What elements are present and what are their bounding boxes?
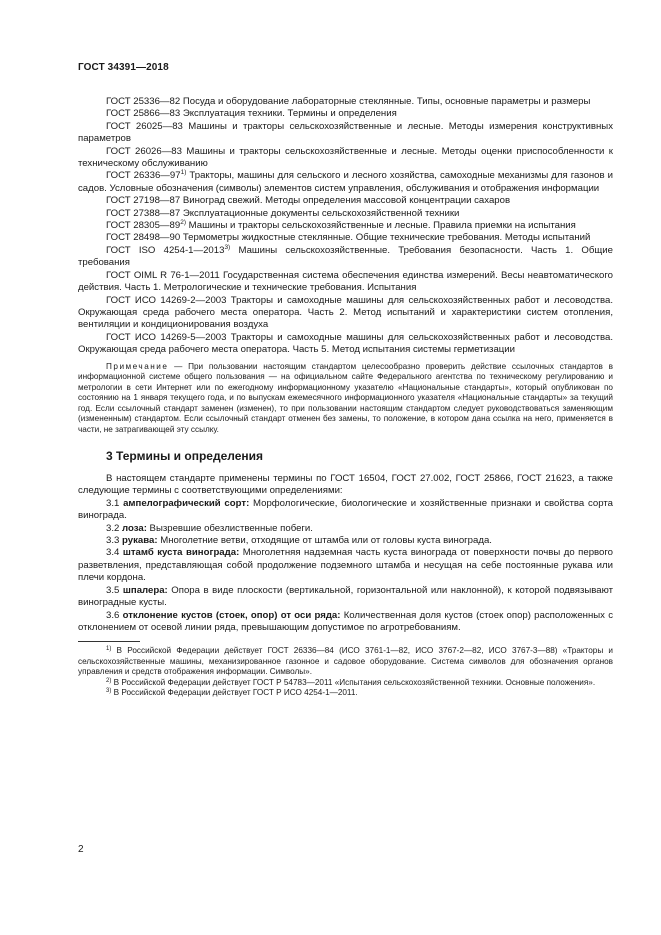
document-header: ГОСТ 34391—2018 — [78, 62, 169, 73]
term-number: 3.3 — [106, 535, 123, 547]
term-text: Количественная доля кустов (стоек опор) расположенных с отклонением от осевой линии ряда, превышающим допустимое по агротребованиям. — [78, 609, 613, 633]
reference-code: ГОСТ ISO 4254-1—2013 — [106, 244, 225, 256]
reference-item: ГОСТ 28498—90 Термометры жидкостные стеклянные. Общие технические требования. Методы испытаний — [106, 232, 591, 244]
term-text: Опора в виде плоскости (вертикальной, горизонтальной или наклонной), к которой подвязывают виноградные кусты. — [78, 584, 613, 609]
footnote-text: В Российской Федерации действует ГОСТ Р ИСО 4254-1—2011. — [111, 688, 358, 698]
term-definition — [78, 498, 613, 523]
footnotes — [78, 641, 613, 699]
reference-title: Машины и тракторы сельскохозяйственные и лесные. Правила приемки на испытания — [185, 220, 576, 232]
term-number: 3.2 — [106, 522, 123, 534]
reference-item: ГОСТ OIML R 76-1—2011 Государственная система обеспечения единства измерений. Весы неавтоматического действия. Часть 1. Метрологические и технические требования. Испытания — [78, 269, 613, 294]
note-text: — При пользовании настоящим стандартом целесообразно проверить действие ссылочных стандартов в информационной системе общего пользования — на официальном сайте Федерального агентства по техническому регулированию и метрологии в сети Интернет или по ежегодному информационному указателю «Национальные стандарты», который опубликован по состоянию на 1 января текущего года, и по выпускам ежемесячного информационного указателя «Национальные стандарты» за текущий год. Если ссылочный стандарт заменен (изменен), то при пользовании настоящим стандартом следует руководствоваться заменяющим (измененным) стандартом. Если ссылочный стандарт отменен без замены, то положение, в котором дана ссылка на него, применяется в части, не затрагивающей эту ссылку. — [78, 361, 613, 434]
footnote-mark: 2) — [106, 677, 112, 684]
footnote — [78, 678, 613, 689]
term-name: шпалера: — [122, 584, 168, 596]
term-text: Вызревшие обезлиственные побеги. — [146, 522, 313, 534]
note-label: Примечание — [106, 361, 169, 371]
reference-item: ГОСТ ИСО 14269-2—2003 Тракторы и самоходные машины для сельскохозяйственных работ и лесоводства. Окружающая среда рабочего места оператора. Часть 2. Метод испытаний и характеристики систем отопления, вентиляции и кондиционирования воздуха — [78, 294, 613, 331]
section-heading: 3 Термины и определения — [106, 449, 264, 464]
term-name: ампелографический сорт: — [123, 497, 250, 509]
term-definition — [78, 610, 613, 635]
footnote-mark: 3) — [224, 243, 231, 251]
section-intro: В настоящем стандарте применены термины по ГОСТ 16504, ГОСТ 27.002, ГОСТ 25866, ГОСТ 21623, а также следующие термины с соответствующими определениями: — [78, 473, 613, 497]
footnote-mark: 3) — [106, 688, 112, 695]
reference-code: ГОСТ 28305—89 — [106, 220, 181, 232]
term-name: лоза: — [122, 522, 147, 534]
footnote-text: В Российской Федерации действует ГОСТ Р 54783—2011 «Испытания сельскохозяйственной техники. Основные положения». — [111, 677, 596, 687]
reference-item: ГОСТ ИСО 14269-5—2003 Тракторы и самоходные машины для сельскохозяйственных работ и лесоводства. Окружающая среда рабочего места оператора. Часть 5. Метод испытания системы герметизации — [78, 331, 613, 356]
reference-item: ГОСТ 27198—87 Виноград свежий. Методы определения массовой концентрации сахаров — [106, 195, 511, 207]
footnote-mark: 2) — [180, 219, 186, 227]
page-number: 2 — [78, 844, 84, 855]
reference-code: ГОСТ 26336—97 — [106, 170, 181, 182]
term-definition — [78, 585, 613, 610]
term-number: 3.6 — [106, 609, 123, 621]
term-definition — [78, 547, 613, 584]
footnote-divider — [78, 641, 140, 642]
reference-item: ГОСТ 27388—87 Эксплуатационные документы сельскохозяйственной техники — [106, 207, 460, 219]
term-number: 3.4 — [106, 547, 123, 559]
note-block — [78, 362, 613, 436]
reference-item: ГОСТ 26026—83 Машины и тракторы сельскохозяйственные и лесные. Методы оценки приспособленности к техническому обслуживанию — [78, 145, 613, 170]
reference-title: Машины сельскохозяйственные. Требования безопасности. Часть 1. Общие требования — [78, 244, 613, 269]
term-number: 3.5 — [106, 584, 123, 596]
term-name: рукава: — [122, 535, 158, 547]
term-text: Многолетняя надземная часть куста винограда от поверхности почвы до первого разветвления, представляющая собой продолжение подземного штамба и несущая на себе постоянные рукава или плечи кордона. — [78, 547, 613, 584]
page-content — [78, 96, 613, 699]
term-name: отклонение кустов (стоек, опор) от оси ряда: — [122, 609, 341, 621]
reference-item — [78, 220, 613, 232]
reference-item — [78, 245, 613, 270]
footnote-text: В Российской Федерации действует ГОСТ 26336—84 (ИСО 3761-1—82, ИСО 3767-2—82, ИСО 3767-3—88) «Тракторы и сельскохозяйственные машины, механизированное газонное и садовое оборудование. Система символов для обозначения органов управления и средств отображения информации. Символы». — [78, 646, 613, 677]
reference-title: Тракторы, машины для сельского и лесного хозяйства, самоходные механизмы для газонов и садов. Условные обозначения (символы) элементов систем управления, обслуживания и отображения информации — [78, 170, 613, 194]
footnote-mark: 1) — [106, 646, 112, 653]
footnote-mark: 1) — [180, 169, 187, 177]
footnote — [78, 688, 613, 699]
term-text: Морфологические, биологические и хозяйственные признаки и свойства сорта винограда. — [78, 497, 613, 522]
reference-item: ГОСТ 25866—83 Эксплуатация техники. Термины и определения — [106, 108, 397, 120]
term-definition — [78, 523, 613, 535]
reference-item — [78, 170, 613, 195]
footnote — [78, 646, 613, 678]
reference-item: ГОСТ 25336—82 Посуда и оборудование лабораторные стеклянные. Типы, основные параметры и размеры — [106, 96, 591, 107]
term-definition — [78, 535, 613, 547]
term-text: Многолетние ветви, отходящие от штамба или от головы куста винограда. — [157, 535, 492, 547]
term-name: штамб куста винограда: — [122, 547, 240, 559]
reference-item: ГОСТ 26025—83 Машины и тракторы сельскохозяйственные и лесные. Методы измерения конструктивных параметров — [78, 120, 613, 145]
term-number: 3.1 — [106, 497, 124, 509]
